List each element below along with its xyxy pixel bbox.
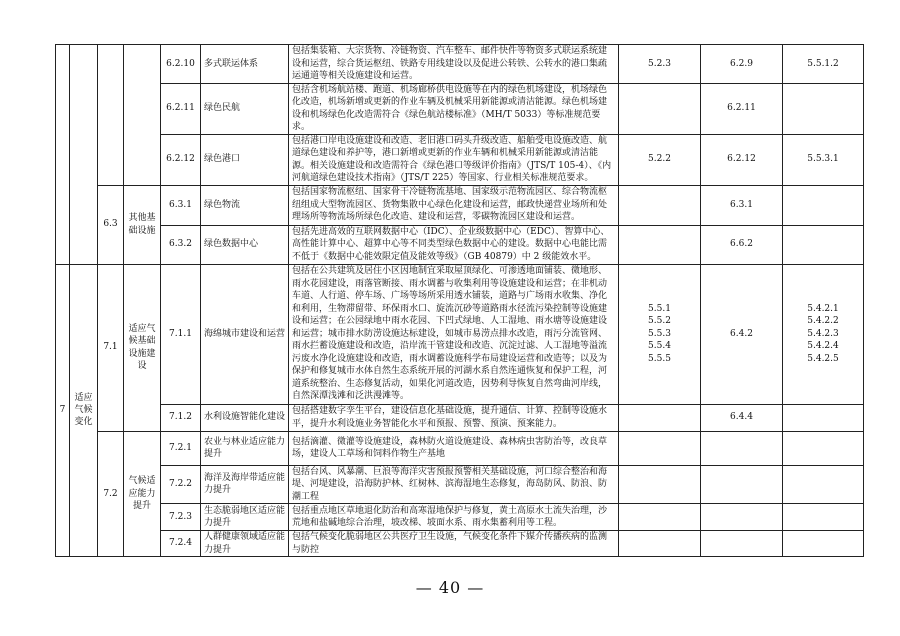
item-code: 6.2.10 bbox=[161, 45, 201, 84]
item-name: 绿色港口 bbox=[201, 134, 289, 185]
ref-value: 5.5.1.2 bbox=[807, 58, 839, 69]
table-row bbox=[56, 83, 864, 134]
item-name: 水利设施智能化建设 bbox=[201, 404, 289, 431]
ref-col-2 bbox=[701, 83, 783, 134]
category-name-cell-empty bbox=[70, 45, 98, 265]
category-name: 适应气候变化 bbox=[70, 264, 98, 557]
item-code: 7.2.3 bbox=[161, 504, 201, 531]
item-name: 生态脆弱地区适应能力提升 bbox=[201, 504, 289, 531]
ref-col-3 bbox=[783, 465, 864, 504]
ref-col-3 bbox=[783, 531, 864, 557]
ref-value: 6.2.9 bbox=[730, 58, 753, 69]
item-code: 6.2.11 bbox=[161, 83, 201, 134]
category-cell-empty bbox=[56, 45, 70, 265]
item-description: 包括在公共建筑及居住小区因地制宜采取屋顶绿化、可渗透地面铺装、微地形、雨水花园建设，雨落管断接、雨水调蓄与收集利用等设施建设和运营；在非机动车道、人行道、停车场、广场等场所采用透水铺装，道路与广场雨水收集、净化和利用，生物滞留带、环保雨水口、旋流沉砂等道路雨水径流污染控制等设施建设和运营；在公园绿地中雨水花园、下凹式绿地、人工湿地、雨水塘等设施建设和运营；城市排水防涝设施达标建设，如城市易涝点排水改造，雨污分流管网、雨水拦蓄设施建设和改造，沿岸流干管建设和改造、沉淀过滤、人工湿地等溢流污废水净化设施建设和改造，雨水调蓄设施科学布局建设运营和改造等；以及为保护和修复城市水体自然生态系统开展的河湖水系自然连通恢复和保护工程，河道系统整治、生态修复活动，如果化河道改造，因势利导恢复自然弯曲河岸线，自然深潭浅滩和泛洪漫滩等。 bbox=[289, 264, 619, 404]
ref-col-3 bbox=[783, 185, 864, 225]
item-code: 7.2.1 bbox=[161, 431, 201, 465]
ref-value: 6.4.4 bbox=[730, 412, 753, 423]
ref-col-2 bbox=[701, 431, 783, 465]
item-description: 包括港口岸电设施建设和改造、老旧港口码头升级改造、船舶受电设施改造、航道绿色建设和养护等，港口新增或更新的作业车辆和机械采用新能源或清洁能源。相关设施建设和改造需符合《绿色港口等级评价指南》（JTS/T 105-4）、《内河航道绿色建设技术指南》（JTS/T 225）等国家、行业相关标准规范要求。 bbox=[289, 134, 619, 185]
ref-col-3 bbox=[783, 134, 864, 185]
item-code: 6.3.1 bbox=[161, 185, 201, 225]
classification-table bbox=[55, 44, 864, 557]
item-description: 包括先进高效的互联网数据中心（IDC）、企业级数据中心（EDC）、智算中心、高性能计算中心、超算中心等不同类型绿色数据中心的建设。数据中心电能比需不低于《数据中心能效限定值及能效等级》（GB 40879）中 2 级能效水平。 bbox=[289, 225, 619, 264]
ref-col-3 bbox=[783, 225, 864, 264]
item-name: 多式联运体系 bbox=[201, 45, 289, 84]
table-row bbox=[56, 465, 864, 504]
table-row bbox=[56, 504, 864, 531]
item-description: 包括滴灌、微灌等设施建设，森林防火道设施建设、森林病虫害防治等，改良草场，建设人工草场和饲料作物生产基地 bbox=[289, 431, 619, 465]
ref-value: 5.2.3 bbox=[648, 58, 671, 69]
ref-value: 5.4.2.2 bbox=[807, 316, 839, 327]
item-description: 包括集装箱、大宗货物、冷链物资、汽车整车、邮件快件等物资多式联运系统建设和运营，综合货运枢纽、铁路专用线建设以及促进公转铁、公转水的港口集疏运通道等相关设施建设和运营。 bbox=[289, 45, 619, 84]
ref-col-2 bbox=[701, 45, 783, 84]
ref-col-2 bbox=[701, 404, 783, 431]
item-description: 包括搭建数字孪生平台，建设信息化基础设施，提升通信、计算、控制等设施水平，提升水利设施业务智能化水平和预报、预警、预演、预案能力。 bbox=[289, 404, 619, 431]
ref-col-1 bbox=[619, 404, 701, 431]
item-name: 海洋及海岸带适应能力提升 bbox=[201, 465, 289, 504]
ref-col-1 bbox=[619, 465, 701, 504]
table-row bbox=[56, 185, 864, 225]
ref-value: 5.5.1 bbox=[648, 303, 671, 314]
table-row bbox=[56, 431, 864, 465]
item-name: 绿色民航 bbox=[201, 83, 289, 134]
ref-col-3 bbox=[783, 431, 864, 465]
ref-value: 6.2.12 bbox=[727, 154, 756, 165]
item-name: 绿色物流 bbox=[201, 185, 289, 225]
ref-col-2 bbox=[701, 531, 783, 557]
item-name: 海绵城市建设和运营 bbox=[201, 264, 289, 404]
ref-col-1 bbox=[619, 45, 701, 84]
table-row bbox=[56, 45, 864, 84]
page-number: — 40 — bbox=[415, 578, 485, 597]
ref-value: 5.4.2.1 bbox=[807, 303, 839, 314]
ref-value: 5.4.2.5 bbox=[807, 353, 839, 364]
ref-value: 6.3.1 bbox=[730, 199, 753, 210]
subcategory-name: 气候适应能力提升 bbox=[124, 431, 161, 557]
item-description: 包括国家物流枢纽、国家骨干冷链物流基地、国家级示范物流园区、综合物流枢纽组成大型物流园区、货物集散中心绿色化建设和运营，邮政快递营业场所和处理场所等物流场所绿色化改造、建设和运营，零碳物流园区建设和运营。 bbox=[289, 185, 619, 225]
item-code: 6.2.12 bbox=[161, 134, 201, 185]
category-code: 7 bbox=[56, 264, 70, 557]
ref-col-1 bbox=[619, 225, 701, 264]
ref-col-3 bbox=[783, 504, 864, 531]
item-name: 农业与林业适应能力提升 bbox=[201, 431, 289, 465]
ref-col-3 bbox=[783, 83, 864, 134]
ref-value: 5.4.2.4 bbox=[807, 341, 839, 352]
ref-value: 5.5.5 bbox=[648, 353, 671, 364]
ref-col-1 bbox=[619, 185, 701, 225]
item-description: 包括重点地区草地退化防治和高寒湿地保护与修复，黄土高原水土流失治理，沙荒地和盐碱地综合治理，坡改梯、坡面水系、雨水集蓄利用等工程。 bbox=[289, 504, 619, 531]
ref-col-1 bbox=[619, 134, 701, 185]
ref-col-2 bbox=[701, 225, 783, 264]
table-row bbox=[56, 134, 864, 185]
ref-value: 6.2.11 bbox=[727, 103, 756, 114]
item-description: 包括气候变化脆弱地区公共医疗卫生设施，气候变化条件下媒介传播疾病的监测与防控 bbox=[289, 531, 619, 557]
ref-value: 6.6.2 bbox=[730, 239, 753, 250]
subcategory-code: 7.2 bbox=[98, 431, 124, 557]
subcategory-name: 其他基础设施 bbox=[124, 185, 161, 264]
table-row bbox=[56, 264, 864, 404]
ref-value: 5.5.3 bbox=[648, 328, 671, 339]
item-name: 绿色数据中心 bbox=[201, 225, 289, 264]
ref-col-2 bbox=[701, 264, 783, 404]
ref-value: 5.5.3.1 bbox=[807, 154, 839, 165]
subcategory-code: 6.3 bbox=[98, 185, 124, 264]
ref-col-1 bbox=[619, 431, 701, 465]
ref-col-1 bbox=[619, 504, 701, 531]
ref-col-2 bbox=[701, 185, 783, 225]
item-code: 7.2.2 bbox=[161, 465, 201, 504]
subcategory-code-cell-empty bbox=[98, 45, 124, 186]
item-code: 7.2.4 bbox=[161, 531, 201, 557]
ref-col-2 bbox=[701, 134, 783, 185]
ref-value: 5.5.2 bbox=[648, 316, 671, 327]
ref-value: 5.5.4 bbox=[648, 341, 671, 352]
ref-col-2 bbox=[701, 504, 783, 531]
ref-col-3 bbox=[783, 404, 864, 431]
subcategory-name: 适应气候基础设施建设 bbox=[124, 264, 161, 431]
ref-col-3 bbox=[783, 45, 864, 84]
item-description: 包括台风、风暴潮、巨浪等海洋灾害预报预警相关基础设施，河口综合整治和海堤、河堤建设，沿海防护林、红树林、滨海湿地生态修复，海岛防风、防浪、防潮工程 bbox=[289, 465, 619, 504]
subcategory-code: 7.1 bbox=[98, 264, 124, 431]
ref-value: 5.4.2.3 bbox=[807, 328, 839, 339]
item-description: 包括含机场航站楼、跑道、机场廊桥供电设施等在内的绿色机场建设，机场绿色化改造，机场新增或更新的作业车辆及机械采用新能源或清洁能源。绿色机场建设和机场绿色化改造需符合《绿色航站楼标准》（MH/T 5033）等标准规范要求。 bbox=[289, 83, 619, 134]
ref-value: 6.4.2 bbox=[730, 328, 753, 339]
ref-col-3 bbox=[783, 264, 864, 404]
item-code: 6.3.2 bbox=[161, 225, 201, 264]
ref-col-2 bbox=[701, 465, 783, 504]
item-name: 人群健康领域适应能力提升 bbox=[201, 531, 289, 557]
classification-table-page bbox=[55, 44, 863, 557]
subcategory-name-cell-empty bbox=[124, 45, 161, 186]
ref-value: 5.2.2 bbox=[648, 154, 671, 165]
ref-col-1 bbox=[619, 83, 701, 134]
table-row bbox=[56, 225, 864, 264]
table-row bbox=[56, 531, 864, 557]
ref-col-1 bbox=[619, 264, 701, 404]
item-code: 7.1.1 bbox=[161, 264, 201, 404]
item-code: 7.1.2 bbox=[161, 404, 201, 431]
ref-col-1 bbox=[619, 531, 701, 557]
table-row bbox=[56, 404, 864, 431]
